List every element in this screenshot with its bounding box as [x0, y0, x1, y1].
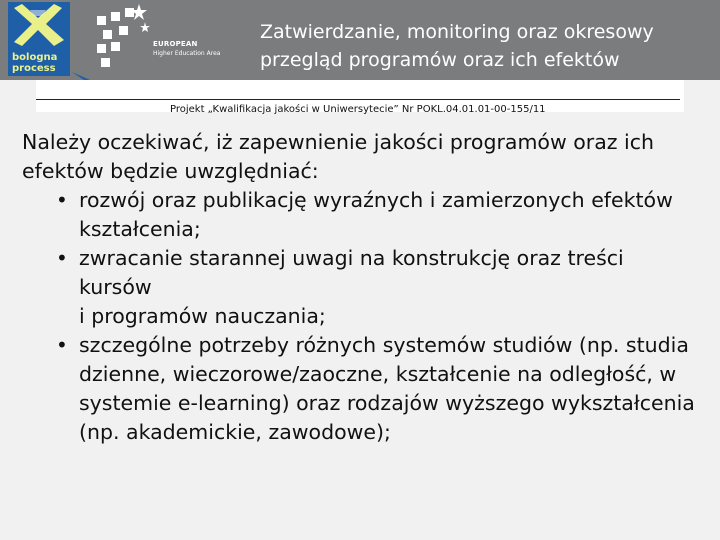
bologna-logo-text [8, 52, 70, 76]
bullet-item [22, 186, 712, 244]
slide-title [260, 18, 710, 74]
header-band [0, 0, 720, 80]
bullet-3-line-4: (np. akademickie, zawodowe); [79, 420, 391, 444]
bullet-3-line-3: systemie e-learning) oraz rodzajów wyższego wykształcenia [79, 391, 695, 415]
bullet-2-line-1: zwracanie starannej uwagi na konstrukcję oraz treści [79, 246, 624, 270]
bologna-process-logo [8, 2, 70, 76]
bullet-list [22, 186, 712, 447]
bullet-dot-icon: • [56, 246, 68, 270]
bullet-item [22, 244, 712, 331]
ehea-logo-title: EUROPEAN [153, 40, 198, 48]
slide-title-line-2: przegląd programów oraz ich efektów [260, 49, 620, 71]
ehea-logo-subtitle: Higher Education Area [153, 50, 221, 57]
bullet-dot-icon: • [56, 333, 68, 357]
slide-title-line-1: Zatwierdzanie, monitoring oraz okresowy [260, 21, 654, 43]
bullet-3-line-2: dzienne, wieczorowe/zaoczne, kształcenie na odległość, w [79, 362, 677, 386]
ehea-logo [93, 4, 243, 74]
bologna-logo-line1: bologna [12, 52, 58, 63]
intro-line-2: efektów będzie uwzględniać: [22, 159, 319, 183]
intro-line-1: Należy oczekiwać, iż zapewnienie jakości programów oraz ich [22, 130, 655, 154]
slide-body [22, 128, 712, 447]
bullet-item [22, 331, 712, 447]
blue-accent-icon [72, 72, 90, 80]
bologna-logo-line2: process [12, 63, 56, 74]
bullet-2-line-2: kursów [79, 275, 152, 299]
bullet-1-line-2: kształcenia; [79, 217, 201, 241]
bullet-1-line-1: rozwój oraz publikację wyraźnych i zamierzonych efektów [79, 188, 673, 212]
bologna-cross-icon [8, 2, 70, 52]
intro-paragraph [22, 128, 712, 186]
divider-rule [36, 99, 680, 100]
bullet-dot-icon: • [56, 188, 68, 212]
bullet-3-line-1: szczególne potrzeby różnych systemów studiów (np. studia [79, 333, 689, 357]
bullet-2-line-3: i programów nauczania; [79, 304, 326, 328]
ehea-stars-icon [93, 4, 153, 70]
project-caption: Projekt „Kwalifikacja jakości w Uniwersytecie” Nr POKL.04.01.01-00-155/11 [170, 104, 546, 115]
